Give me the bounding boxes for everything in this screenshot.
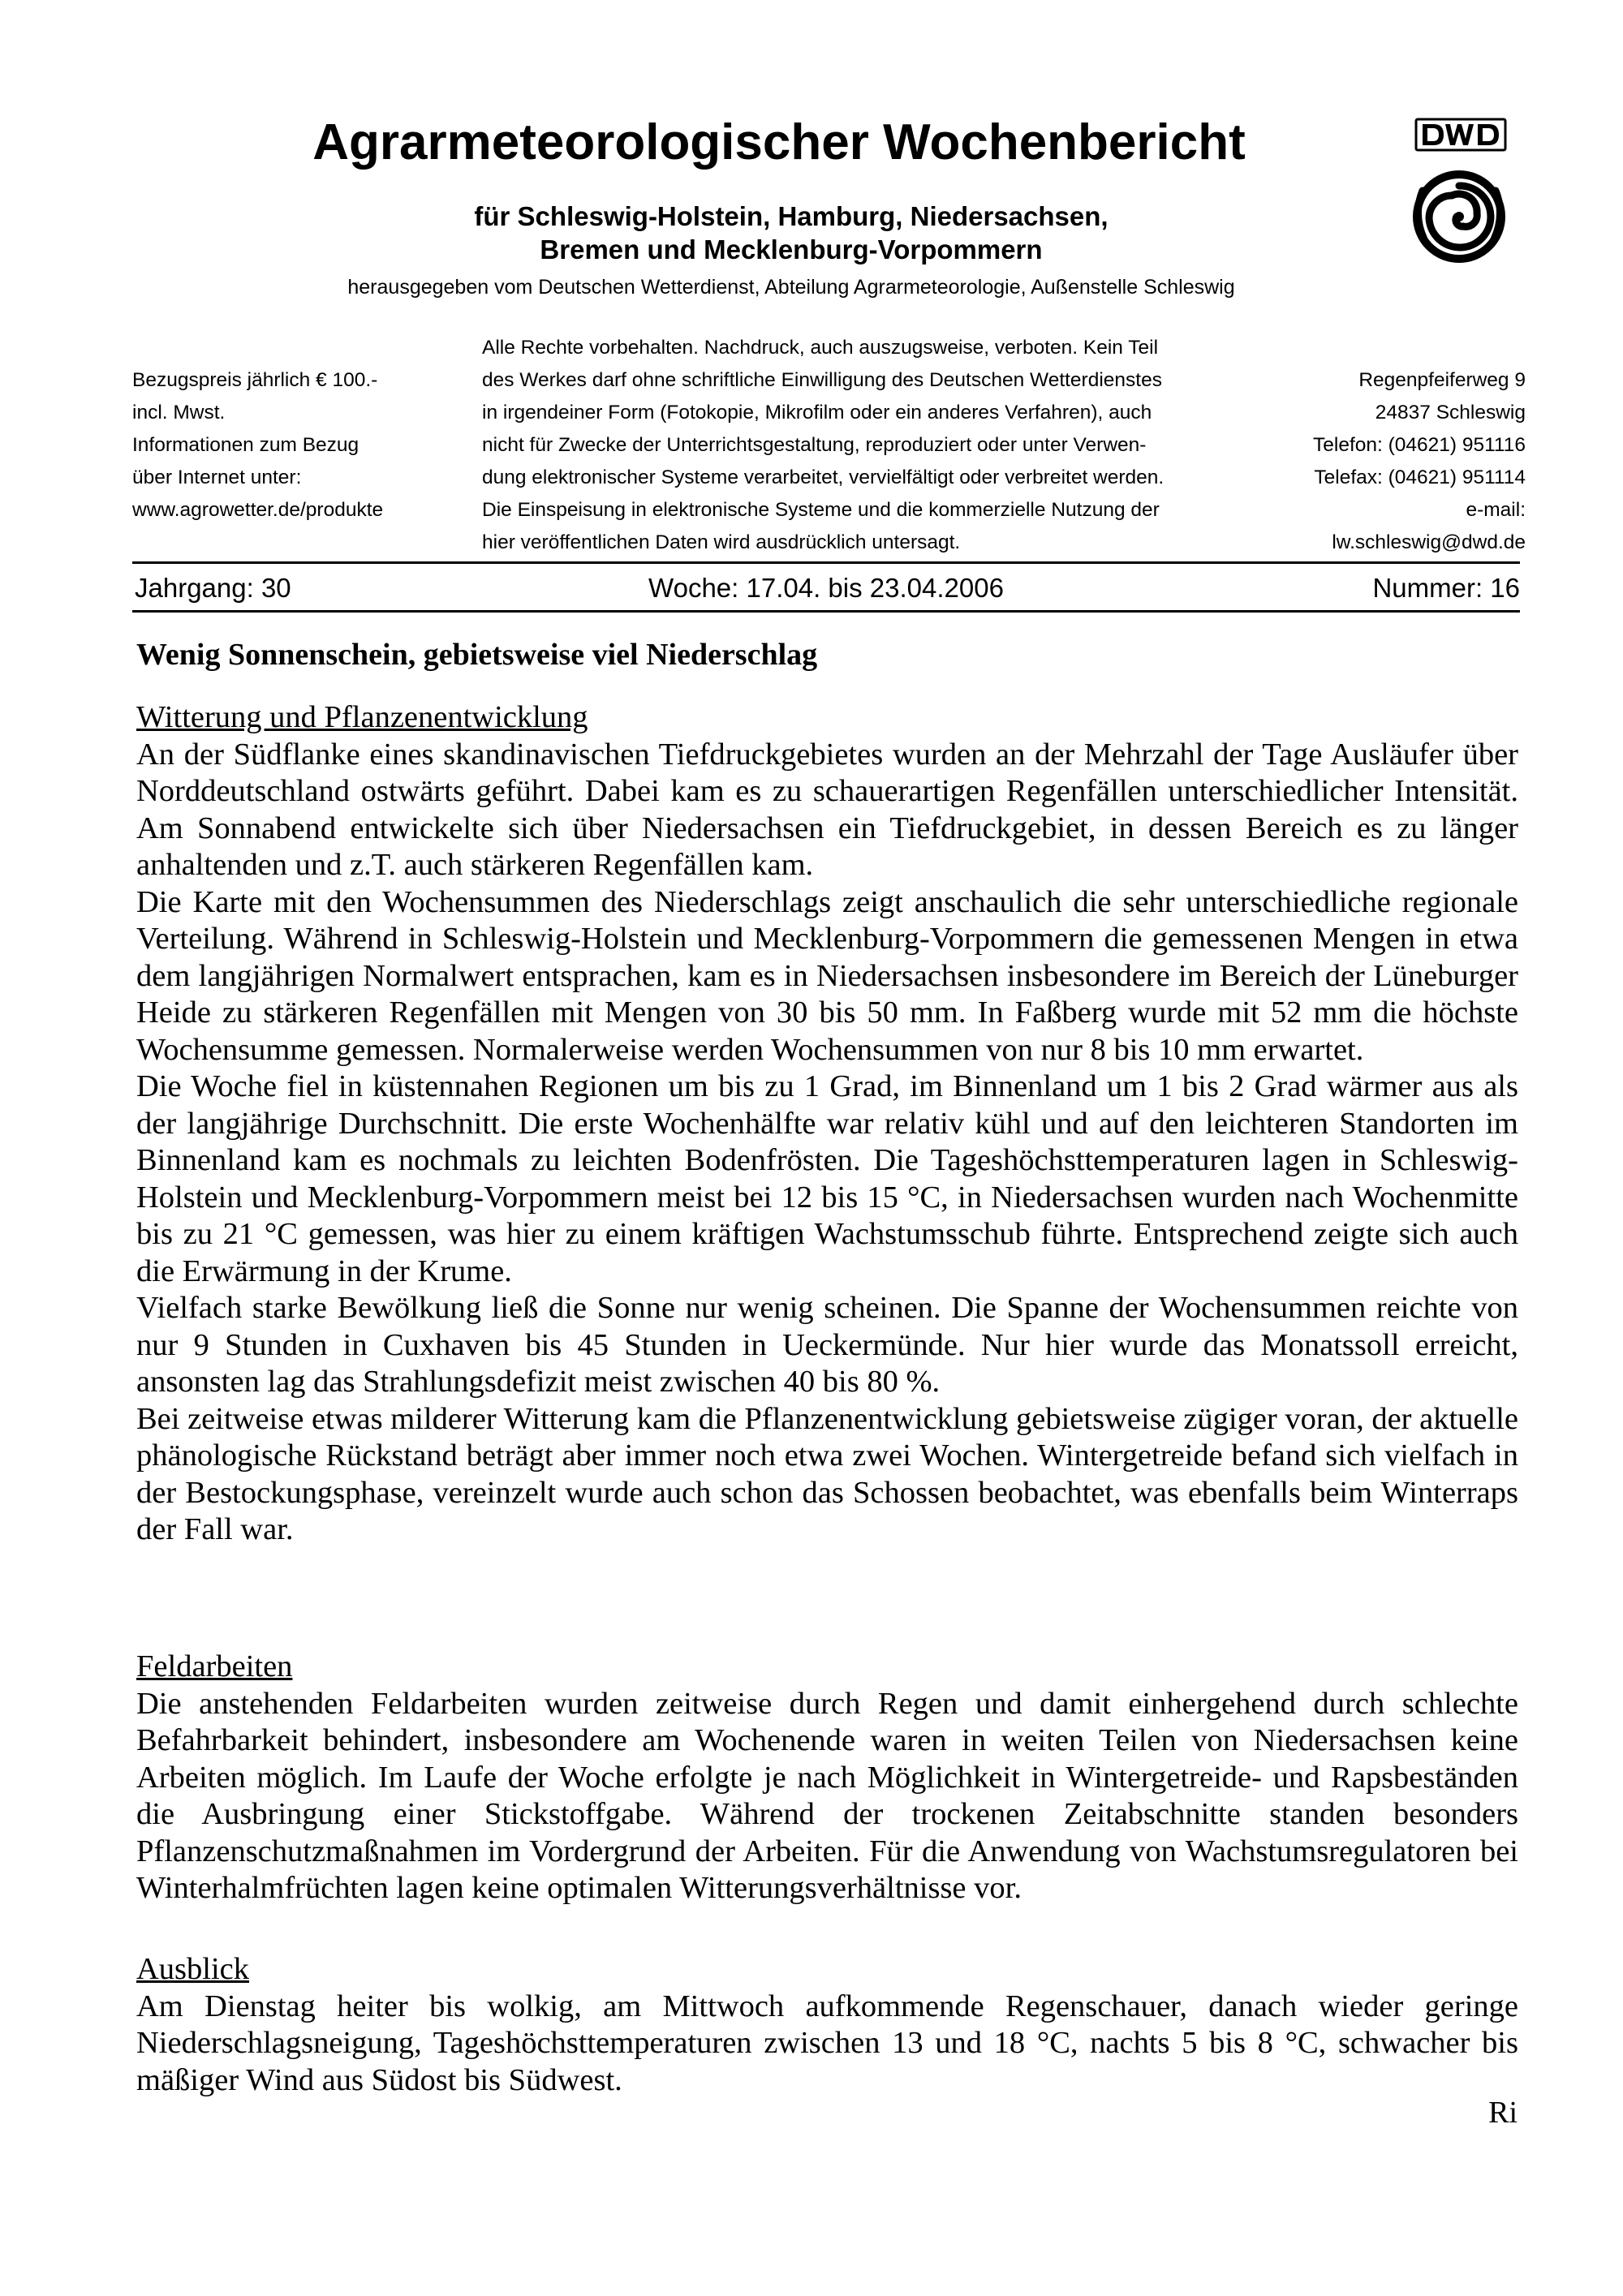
copyright-line: Die Einspeisung in elektronische Systeme und die kommerzielle Nutzung der bbox=[482, 499, 1160, 521]
copyright-notice bbox=[482, 332, 1237, 559]
contact-info bbox=[1258, 364, 1526, 559]
contact-line: Telefax: (04621) 951114 bbox=[1314, 467, 1526, 488]
copyright-line: nicht für Zwecke der Unterrichtsgestaltung, reproduziert oder unter Verwen- bbox=[482, 434, 1147, 456]
section-outlook bbox=[136, 1951, 1518, 2099]
contact-line: Regenpfeiferweg 9 bbox=[1358, 369, 1526, 391]
paragraph: Die Karte mit den Wochensummen des Niederschlags zeigt anschaulich die sehr unterschiedliche regionale Verteilung. Während in Schleswig-Holstein und Mecklenburg-Vorpommern die gemessenen Mengen in etwa dem langjährigen Normalwert entsprachen, kam es in Niedersachsen insbesondere im Bereich der Lüneburger Heide zu stärkeren Regenfällen mit Mengen von 30 bis 50 mm. In Faßberg wurde mit 52 mm die höchste Wochensumme gemessen. Normalerweise werden Wochensummen von nur 8 bis 10 mm erwartet. bbox=[136, 884, 1518, 1067]
contact-line: e-mail: bbox=[1466, 499, 1526, 521]
contact-email: lw.schleswig@dwd.de bbox=[1332, 531, 1526, 553]
dwd-logo bbox=[1398, 118, 1520, 280]
region-line-2: Bremen und Mecklenburg-Vorpommern bbox=[540, 234, 1043, 264]
report-title: Agrarmeteorologischer Wochenbericht bbox=[312, 114, 1246, 170]
contact-line: Telefon: (04621) 951116 bbox=[1313, 434, 1526, 456]
subscription-line: über Internet unter: bbox=[132, 467, 302, 488]
paragraph: Die anstehenden Feldarbeiten wurden zeitweise durch Regen und damit einhergehend durch schlechte Befahrbarkeit behindert, insbesondere am Wochenende waren in weiten Teilen von Niedersachsen keine Arbeiten möglich. Im Laufe der Woche erfolgte je nach Möglichkeit in Wintergetreide- und Rapsbeständen die Ausbringung einer Stickstoffgabe. Während der trockenen Zeitabschnitte standen besonders Pflanzenschutzmaßnahmen im Vordergrund der Arbeiten. Für die Anwendung von Wachstumsregulatoren bei Winterhalmfrüchten lagen keine optimalen Witterungsverhältnisse vor. bbox=[136, 1686, 1518, 1905]
publisher-line: herausgegeben vom Deutschen Wetterdienst, Abteilung Agrarmeteorologie, Außenstelle Schleswig bbox=[347, 276, 1235, 299]
copyright-line: Alle Rechte vorbehalten. Nachdruck, auch auszugsweise, verboten. Kein Teil bbox=[482, 337, 1159, 359]
week-label: Woche: 17.04. bis 23.04.2006 bbox=[648, 573, 1004, 603]
subscription-line: incl. Mwst. bbox=[132, 402, 226, 424]
issue-meta-row bbox=[132, 568, 1520, 608]
section-weather-plants bbox=[136, 699, 1518, 1549]
paragraph: An der Südflanke eines skandinavischen Tiefdruckgebietes wurden an der Mehrzahl der Tage Ausläufer über Norddeutschland ostwärts geführt. Dabei kam es zu schauerartigen Regenfällen unterschiedlicher Intensität. Am Sonnabend entwickelte sich über Niedersachsen ein Tiefdruckgebiet, in dessen Bereich es zu länger anhaltenden und z.T. auch stärkeren Regenfällen kam. bbox=[136, 737, 1518, 882]
region-line-1: für Schleswig-Holstein, Hamburg, Niedersachsen, bbox=[474, 201, 1109, 231]
section-field-work bbox=[136, 1649, 1518, 1907]
volume-label: Jahrgang: 30 bbox=[135, 573, 291, 603]
paragraph: Vielfach starke Bewölkung ließ die Sonne nur wenig scheinen. Die Spanne der Wochensummen reichte von nur 9 Stunden in Cuxhaven bis 45 Stunden in Ueckermünde. Nur hier wurde das Monatssoll erreicht, ansonsten lag das Strahlungsdefizit meist zwischen 40 bis 80 %. bbox=[136, 1291, 1518, 1399]
copyright-line: des Werkes darf ohne schriftliche Einwilligung des Deutschen Wetterdienstes bbox=[482, 369, 1162, 391]
subscription-info bbox=[132, 364, 473, 527]
bottom-divider bbox=[132, 610, 1520, 613]
paragraph: Am Dienstag heiter bis wolkig, am Mittwoch aufkommende Regenschauer, danach wieder geringe Niederschlagsneigung, Tageshöchsttemperaturen zwischen 13 und 18 °C, nachts 5 bis 8 °C, schwacher bis mäßiger Wind aus Südost bis Südwest. bbox=[136, 1989, 1518, 2097]
article-headline: Wenig Sonnenschein, gebietsweise viel Niederschlag bbox=[136, 638, 818, 672]
copyright-line: in irgendeiner Form (Fotokopie, Mikrofilm oder ein anderes Verfahren), auch bbox=[482, 402, 1152, 424]
issue-number-label: Nummer: 16 bbox=[1372, 573, 1520, 603]
author-initials: Ri bbox=[1488, 2096, 1518, 2130]
subscription-line: Bezugspreis jährlich € 100.- bbox=[132, 369, 378, 391]
section-heading: Ausblick bbox=[136, 1952, 250, 1986]
subscription-line: www.agrowetter.de/produkte bbox=[132, 499, 384, 521]
contact-line: 24837 Schleswig bbox=[1375, 402, 1526, 424]
top-divider bbox=[132, 561, 1520, 564]
copyright-line: dung elektronischer Systeme verarbeitet, vervielfältigt oder verbreitet werden. bbox=[482, 467, 1165, 488]
section-heading: Feldarbeiten bbox=[136, 1649, 293, 1683]
subscription-line: Informationen zum Bezug bbox=[132, 434, 359, 456]
paragraph: Bei zeitweise etwas milderer Witterung kam die Pflanzenentwicklung gebietsweise zügiger voran, der aktuelle phänologische Rückstand beträgt aber immer noch etwa zwei Wochen. Wintergetreide befand sich vielfach in der Bestockungsphase, vereinzelt wurde auch schon das Schossen beobachtet, was ebenfalls beim Winterraps der Fall war. bbox=[136, 1401, 1518, 1546]
paragraph: Die Woche fiel in küstennahen Regionen um bis zu 1 Grad, im Binnenland um 1 bis 2 Grad wärmer aus als der langjährige Durchschnitt. Die erste Wochenhälfte war relativ kühl und auf den leichteren Standorten im Binnenland kam es nochmals zu leichten Bodenfrösten. Die Tageshöchsttemperaturen lagen in Schleswig-Holstein und Mecklenburg-Vorpommern meist bei 12 bis 15 °C, in Niedersachsen wurden nach Wochenmitte bis zu 21 °C gemessen, was hier zu einem kräftigen Wachstumsschub führte. Entsprechend zeigte sich auch die Erwärmung in der Krume. bbox=[136, 1069, 1518, 1288]
section-heading: Witterung und Pflanzenentwicklung bbox=[136, 700, 588, 734]
copyright-line: hier veröffentlichen Daten wird ausdrücklich untersagt. bbox=[482, 531, 961, 553]
